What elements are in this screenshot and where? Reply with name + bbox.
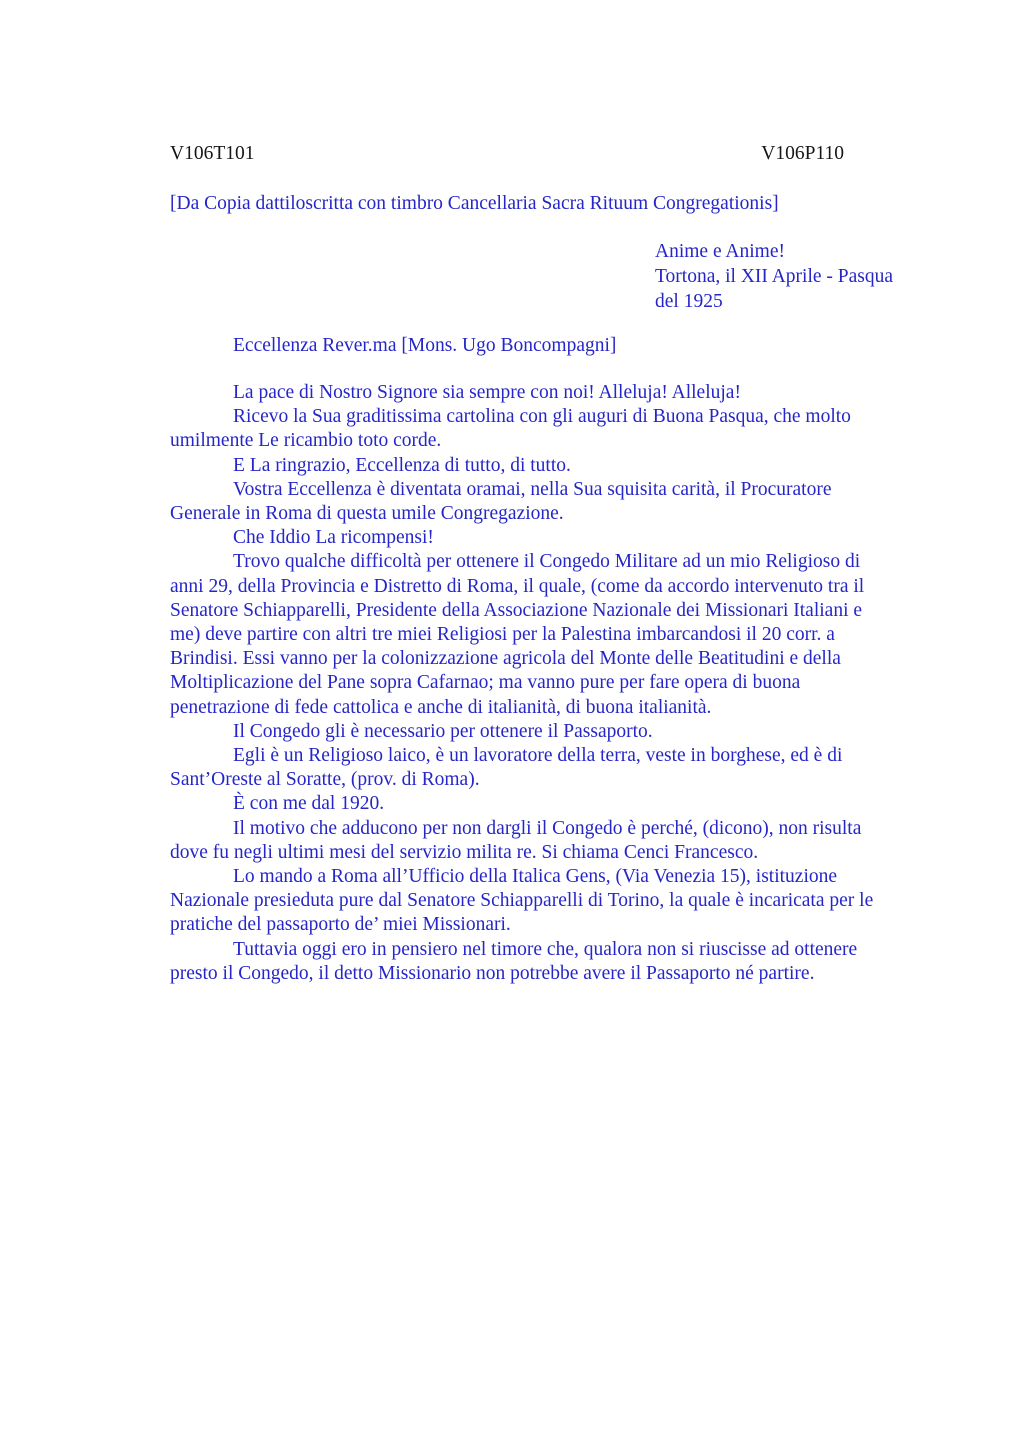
salutation-line: Eccellenza Rever.ma [Mons. Ugo Boncompagni] [233,335,617,356]
dateline-year: del 1925 [655,291,723,312]
letter-line: umilmente Le ricambio toto corde. [170,430,442,452]
document-header [170,142,944,166]
letter-line: Che Iddio La ricompensi! [233,527,434,549]
doc-code-left: V106T101 [170,143,255,164]
letter-line: anni 29, della Provincia e Distretto di Roma, il quale, (come da accordo intervenuto tra il [170,575,865,597]
letter-line: Egli è un Religioso laico, è un lavoratore della terra, veste in borghese, ed è di [233,745,843,767]
letter-body [170,381,944,986]
letter-line: presto il Congedo, il detto Missionario non potrebbe avere il Passaporto né partire. [170,962,815,984]
letter-line: penetrazione di fede cattolica e anche di italianità, di buona italianità. [170,696,712,718]
dateline-motto: Anime e Anime! [655,241,785,262]
letter-line: È con me dal 1920. [233,793,385,815]
letter-line: Nazionale presieduta pure dal Senatore Schiapparelli di Torino, la quale è incaricata per le [170,890,874,912]
letter-line: Vostra Eccellenza è diventata oramai, nella Sua squisita carità, il Procuratore [233,478,832,500]
letter-line: Sant’Oreste al Soratte, (prov. di Roma). [170,769,480,791]
doc-code-right: V106P110 [761,143,844,164]
letter-line: Moltiplicazione del Pane sopra Cafarnao; ma vanno pure per fare opera di buona [170,672,801,694]
letter-line: Tuttavia oggi ero in pensiero nel timore che, qualora non si riuscisse ad ottenere [233,938,858,960]
dateline-place-date: Tortona, il XII Aprile - Pasqua [655,266,893,287]
letter-line: Senatore Schiapparelli, Presidente della Associazione Nazionale dei Missionari Italiani e [170,599,863,621]
letter-line: pratiche del passaporto de’ miei Missionari. [170,914,511,936]
letter-line: Il Congedo gli è necessario per ottenere il Passaporto. [233,720,653,742]
letter-line: La pace di Nostro Signore sia sempre con noi! Alleluja! Alleluja! [233,382,741,403]
letter-line: Ricevo la Sua graditissima cartolina con gli auguri di Buona Pasqua, che molto [233,406,851,428]
archival-annotation: [Da Copia dattiloscritta con timbro Cancellaria Sacra Rituum Congregationis] [170,193,779,214]
letter-line: dove fu negli ultimi mesi del servizio milita re. Si chiama Cenci Francesco. [170,841,759,863]
letter-line: Il motivo che adducono per non dargli il Congedo è perché, (dicono), non risulta [233,817,862,839]
letter-line: me) deve partire con altri tre miei Religiosi per la Palestina imbarcandosi il 20 corr. a [170,624,835,646]
letter-line: Brindisi. Essi vanno per la colonizzazione agricola del Monte delle Beatitudini e della [170,648,841,670]
letter-line: Lo mando a Roma all’Ufficio della Italica Gens, (Via Venezia 15), istituzione [233,866,838,888]
dateline-block [655,239,944,314]
letter-line: E La ringrazio, Eccellenza di tutto, di tutto. [233,454,571,476]
letter-line: Generale in Roma di questa umile Congregazione. [170,503,564,525]
letter-line: Trovo qualche difficoltà per ottenere il Congedo Militare ad un mio Religioso di [233,551,861,573]
